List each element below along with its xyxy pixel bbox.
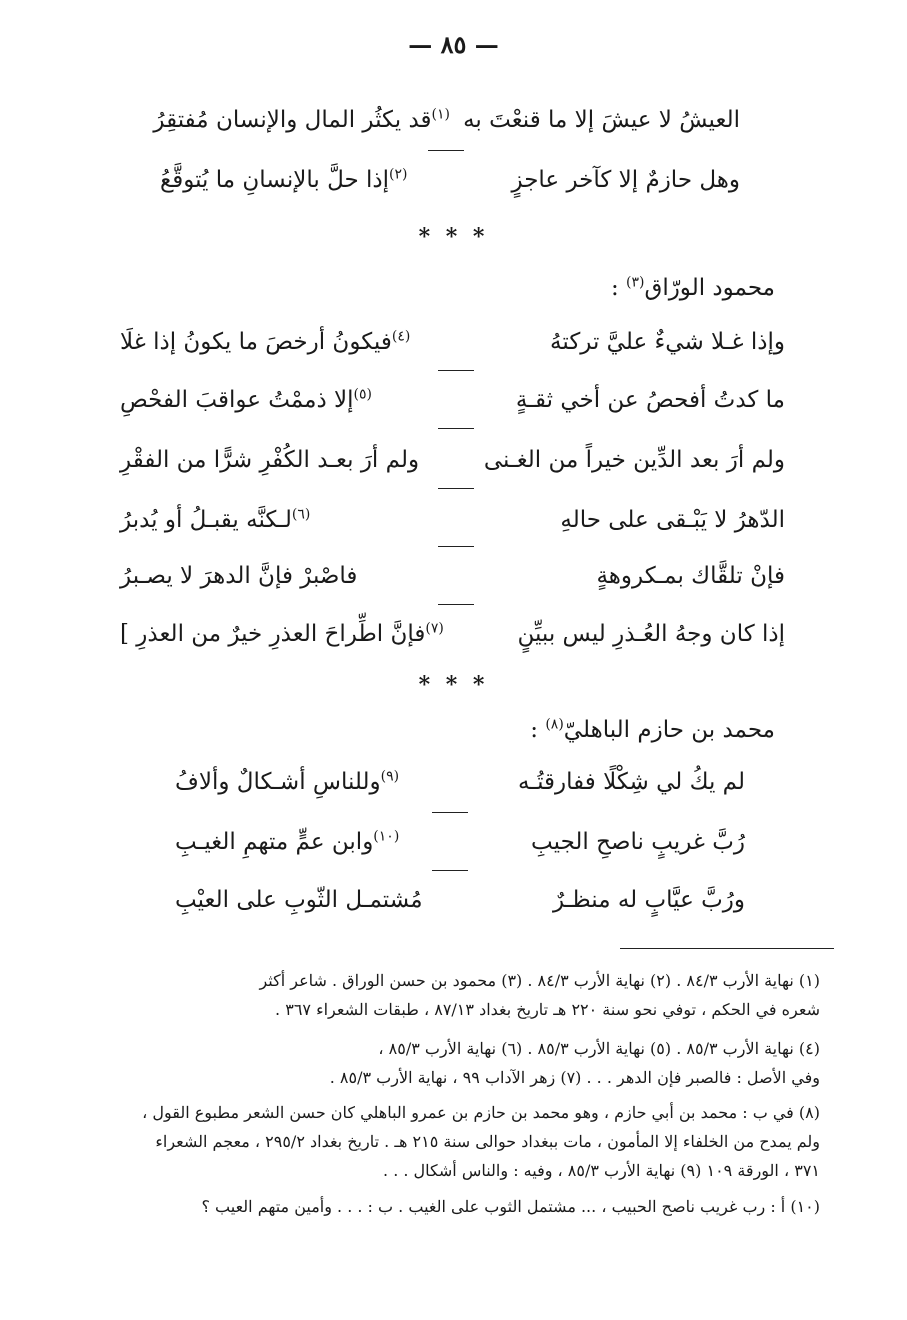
poet-heading: محمود الورّاق$^{(٣)}$ : [610,274,775,301]
verse-line [175,762,745,802]
section-separator-stars: * * * [418,224,489,250]
poet-heading: محمد بن حازم الباهليّ$^{(٨)}$ : [530,716,775,743]
footnote-ref: (٥) [353,386,372,403]
hemistich-divider [438,546,474,547]
verse-second-hemistich: ولم أرَ بعـد الكُفْرِ شرًّا من الفقْرِ [120,447,420,473]
verse-first-hemistich: ورُبَّ عيَّابٍ له منظـرٌ [552,887,745,913]
verse-first-hemistich: لم يكُ لي شِكْلًا ففارقتُـه [518,769,745,795]
footnote-line: (١) نهاية الأرب ٨٤/٣ . (٢) نهاية الأرب ٨٤/٣ . (٣) محمود بن حسن الوراق . شاعر أكثر [259,971,820,990]
verse-second-hemistich: $^{(٢)}$إذا حلَّ بالإنسانِ ما يُتوقَّعُ [160,166,408,193]
verse-first-hemistich: إذا كان وجهُ العُـذرِ ليس ببيِّنٍ [517,621,785,647]
hemistich-divider [432,812,468,813]
hemistich-divider [438,428,474,429]
verse-second-hemistich: فاصْبرْ فإنَّ الدهرَ لا يصـبرُ [120,563,358,589]
footnote-line: شعره في الحكم ، توفي نحو سنة ٢٢٠ هـ تاريخ بغداد ٨٧/١٣ ، طبقات الشعراء ٣٦٧ . [275,1000,820,1019]
footnote-line: (٤) نهاية الأرب ٨٥/٣ . (٥) نهاية الأرب ٨٥/٣ . (٦) نهاية الأرب ٨٥/٣ ، [378,1039,820,1058]
footnote-ref: (٨) [545,716,564,733]
hemistich-divider [438,370,474,371]
verse-first-hemistich: العيشُ لا عيشَ إلا ما قنعْتَ به [463,107,740,133]
footnote-ref: (٦) [291,506,311,523]
verse-first-hemistich: ما كدتُ أفحصُ عن أخي ثقـةٍ [515,387,785,413]
footnote-separator [620,948,834,949]
verse-second-hemistich: $^{(٥)}$إلا ذممْتُ عواقبَ الفحْصِ [120,386,372,413]
verse-first-hemistich: فإنْ تلقَّاك بمـكروهةٍ [596,563,785,589]
verse-first-hemistich: رُبَّ غريبٍ ناصحِ الجيبِ [531,829,745,855]
verse-line [175,880,745,920]
verse-line [120,556,785,596]
hemistich-divider [432,870,468,871]
verse-line [120,440,785,480]
verse-first-hemistich: ولم أرَ بعد الدِّين خيراً من الغـنى [483,447,785,473]
footnote-ref: (٧) [425,620,444,637]
verse-first-hemistich: وإذا غـلا شيءٌ عليَّ تركتهُ [550,329,785,355]
footnote-line: ٣٧١ ، الورقة ١٠٩ (٩) نهاية الأرب ٨٥/٣ ، وفيه : والناس أشكال . . . [383,1161,820,1180]
footnote-ref: (٩) [380,768,400,785]
footnote-ref: (١٠) [373,828,400,845]
hemistich-divider [438,488,474,489]
verse-second-hemistich: $^{(٤)}$فيكونُ أرخصَ ما يكونُ إذا غلَا [120,328,411,355]
page-number: — ٨٥ — [408,30,499,59]
footnote-line: (١٠) أ : رب غريب ناصح الحبيب ، ... مشتمل الثوب على الغيب . ب : . . . وأمين متهم العيب ؟ [201,1197,820,1216]
verse-line [120,322,785,362]
verse-line [120,614,785,654]
verse-line [120,380,785,420]
verse-second-hemistich: $^{(١)}$قد يكثُر المال والإنسان مُفتقِرُ [153,106,450,133]
section-separator-stars: * * * [418,672,489,698]
hemistich-divider [428,150,464,151]
verse-second-hemistich: $^{(٩)}$وللناسِ أشـكالٌ وألافُ [175,768,400,795]
verse-second-hemistich: $^{(٧)}$فإنَّ اطِّراحَ العذرِ خيرٌ من العذرِ ] [120,620,444,647]
verse-first-hemistich: وهل حازمٌ إلا كآخر عاجزٍ [511,167,740,193]
verse-line [120,500,785,540]
footnote-line: ولم يمدح من الخلفاء إلا المأمون ، مات ببغداد حوالى سنة ٢١٥ هـ . تاريخ بغداد ٢٩٥/٢ ، معجم الشعراء [155,1132,820,1151]
footnote-ref: (٤) [391,328,411,345]
footnote-line: وفي الأصل : فالصبر فإن الدهر . . . (٧) زهر الآداب ٩٩ ، نهاية الأرب ٨٥/٣ . [329,1068,820,1087]
verse-second-hemistich: مُشتمـل الثّوبِ على العيْبِ [175,887,423,913]
verse-first-hemistich: الدّهرُ لا يَبْـقى على حالهِ [560,507,785,533]
hemistich-divider [438,604,474,605]
verse-line [175,822,745,862]
verse-line [160,160,740,200]
footnote-ref: (٣) [626,274,645,291]
footnote-line: (٨) في ب : محمد بن أبي حازم ، وهو محمد بن حازم بن عمرو الباهلي كان حسن الشعر مطبوع القول ، [142,1103,820,1122]
footnote-ref: (١) [431,106,450,123]
verse-line [153,100,740,140]
verse-second-hemistich: $^{(٦)}$لـكنَّه يقبـلُ أو يُدبرُ [120,506,311,533]
footnote-ref: (٢) [389,166,408,183]
verse-second-hemistich: $^{(١٠)}$وابن عمٍّ متهمِ الغيـبِ [175,828,400,855]
